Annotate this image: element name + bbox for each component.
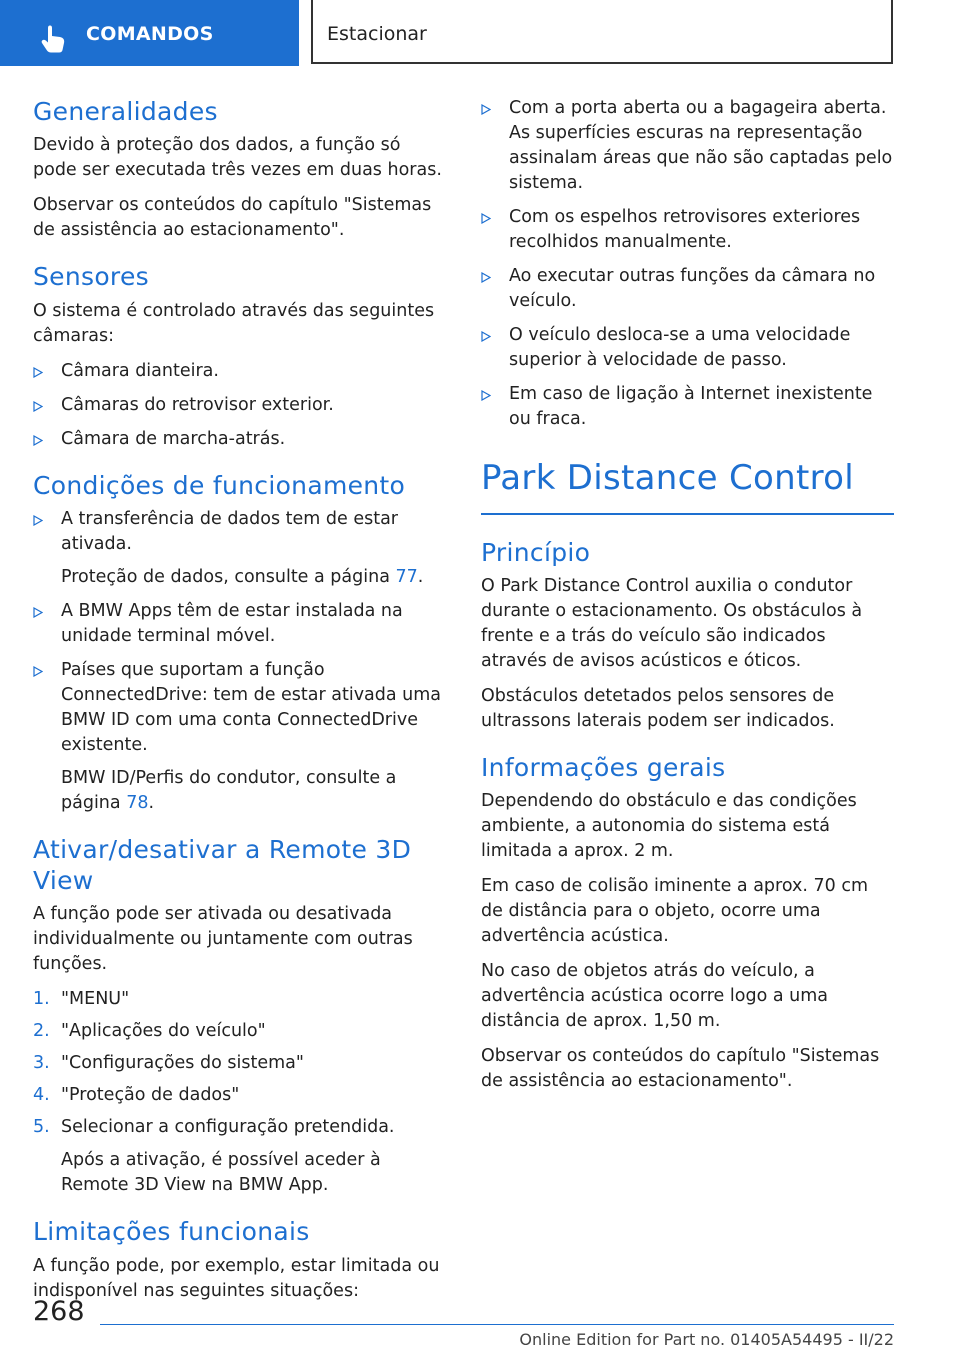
ref-end: . — [148, 792, 155, 813]
section-label: COMANDOS — [86, 23, 214, 45]
section-pdc — [481, 458, 894, 515]
list-item-text: Em caso de ligação à Internet inexistente ou fraca. — [509, 384, 873, 429]
heading-principio: Princípio — [481, 537, 591, 567]
heading-generalidades: Generalidades — [33, 97, 218, 126]
list-item-text: O veículo desloca-se a uma velocidade superior à velocidade de passo. — [509, 325, 851, 370]
list-item — [481, 205, 894, 255]
heading-condicoes: Condições de funcionamento — [33, 470, 406, 500]
heading-sensores: Sensores — [33, 262, 149, 292]
triangle-bullet-icon — [33, 367, 43, 378]
paragraph: Observar os conteúdos do capítulo "Sistemas de assistência ao estacionamento". — [481, 1046, 880, 1092]
heading-limitacoes: Limitações funcionais — [33, 1217, 310, 1247]
list-item — [33, 507, 443, 590]
step-number: 5. — [33, 1117, 50, 1138]
ref-text: Proteção de dados, consulte a página — [61, 566, 396, 587]
list-item — [33, 658, 443, 816]
step-text: "Configurações do sistema" — [61, 1053, 304, 1074]
footer-rule — [100, 1324, 894, 1325]
step-number: 3. — [33, 1053, 50, 1074]
page-link-77[interactable]: 77 — [395, 566, 418, 587]
limitations-list — [481, 96, 894, 432]
step-number: 4. — [33, 1085, 50, 1106]
step-text: "Aplicações do veículo" — [61, 1021, 266, 1042]
step-number: 1. — [33, 989, 50, 1010]
triangle-bullet-icon — [33, 515, 43, 526]
chapter-title: Estacionar — [327, 23, 427, 45]
list-item — [481, 264, 894, 314]
section-tab — [0, 0, 299, 66]
ref-end: . — [417, 566, 424, 587]
edition-text: Online Edition for Part no. 01405A54495 - II/22 — [519, 1330, 894, 1349]
list-item-text: Câmara de marcha-atrás. — [61, 428, 286, 449]
paragraph: Em caso de colisão iminente a aprox. 70 cm de distância para o objeto, ocorre uma advertência acústica. — [481, 876, 868, 947]
list-item-text: Câmara dianteira. — [61, 360, 219, 381]
hand-pointer-icon — [38, 24, 68, 54]
page-number: 268 — [33, 1296, 85, 1327]
list-item — [33, 359, 443, 384]
right-column — [481, 96, 894, 1112]
chapter-tab — [311, 0, 893, 64]
step-item — [33, 987, 443, 1012]
list-item-text: Câmaras do retrovisor exterior. — [61, 394, 334, 415]
step-item — [33, 1051, 443, 1076]
step-text: "MENU" — [61, 989, 130, 1010]
step-item — [33, 1019, 443, 1044]
section-generalidades — [33, 96, 443, 243]
triangle-bullet-icon — [481, 104, 491, 115]
triangle-bullet-icon — [33, 607, 43, 618]
list-item — [33, 599, 443, 649]
triangle-bullet-icon — [33, 666, 43, 677]
step-item — [33, 1083, 443, 1108]
heading-informacoes: Informações gerais — [481, 753, 726, 783]
list-item-text: Ao executar outras funções da câmara no veículo. — [509, 266, 876, 311]
conditions-list — [33, 507, 443, 816]
steps-list — [33, 987, 443, 1198]
page-header — [0, 0, 960, 66]
list-item — [481, 323, 894, 373]
paragraph: A função pode, por exemplo, estar limitada ou indisponível nas seguintes situações: — [33, 1255, 440, 1301]
section-principio — [481, 537, 894, 734]
section-condicoes — [33, 470, 443, 816]
paragraph: Observar os conteúdos do capítulo "Sistemas de assistência ao estacionamento". — [33, 195, 432, 241]
triangle-bullet-icon — [33, 401, 43, 412]
triangle-bullet-icon — [481, 331, 491, 342]
list-item — [33, 393, 443, 418]
triangle-bullet-icon — [481, 213, 491, 224]
list-item — [481, 96, 894, 196]
cross-reference — [61, 766, 443, 816]
heading-ativar: Ativar/desativar a Remote 3D View — [33, 834, 412, 895]
cross-reference — [61, 565, 443, 590]
paragraph: Obstáculos detetados pelos sensores de ultrassons laterais podem ser indicados. — [481, 686, 835, 732]
list-item-text: A transferência de dados tem de estar ativada. — [61, 508, 398, 554]
list-item-text: Com os espelhos retrovisores exteriores recolhidos manualmente. — [509, 207, 861, 252]
triangle-bullet-icon — [481, 390, 491, 401]
section-informacoes — [481, 752, 894, 1094]
paragraph: A função pode ser ativada ou desativada individualmente ou juntamente com outras funções. — [33, 904, 413, 975]
paragraph: Dependendo do obstáculo e das condições ambiente, a autonomia do sistema está limitada a aprox. 2 m. — [481, 791, 857, 862]
step-text: "Proteção de dados" — [61, 1085, 240, 1106]
triangle-bullet-icon — [33, 435, 43, 446]
step-note: Após a ativação, é possível aceder à Remote 3D View na BMW App. — [61, 1150, 381, 1196]
section-limitacoes — [33, 1216, 443, 1303]
list-item-text: Com a porta aberta ou a bagageira aberta. As superfícies escuras na representação assinalam áreas que não são captadas pelo sistema. — [509, 98, 893, 193]
list-item-text: Países que suportam a função ConnectedDrive: tem de estar ativada uma BMW ID com uma conta ConnectedDrive existente. — [61, 659, 442, 755]
ref-text: BMW ID/Perfis do condutor, consulte a página — [61, 767, 397, 813]
triangle-bullet-icon — [481, 272, 491, 283]
step-text: Selecionar a configuração pretendida. — [61, 1117, 395, 1138]
step-number: 2. — [33, 1021, 50, 1042]
page-link-78[interactable]: 78 — [126, 792, 149, 813]
section-sensores — [33, 261, 443, 451]
list-item — [481, 382, 894, 432]
list-item-text: A BMW Apps têm de estar instalada na unidade terminal móvel. — [61, 600, 403, 646]
paragraph: No caso de objetos atrás do veículo, a advertência acústica ocorre logo a uma distância de aprox. 1,50 m. — [481, 961, 828, 1032]
paragraph: O sistema é controlado através das seguintes câmaras: — [33, 300, 435, 346]
heading-rule — [481, 513, 894, 515]
section-ativar — [33, 834, 443, 1199]
left-column — [33, 96, 443, 1322]
paragraph: Devido à proteção dos dados, a função só pode ser executada três vezes em duas horas. — [33, 135, 442, 181]
paragraph: O Park Distance Control auxilia o condutor durante o estacionamento. Os obstáculos à frente e a trás do veículo são indicados através de avisos acústicos e óticos. — [481, 576, 863, 672]
chapter-heading-pdc: Park Distance Control — [481, 458, 854, 498]
list-item — [33, 427, 443, 452]
step-item — [33, 1115, 443, 1198]
sensor-list — [33, 359, 443, 452]
